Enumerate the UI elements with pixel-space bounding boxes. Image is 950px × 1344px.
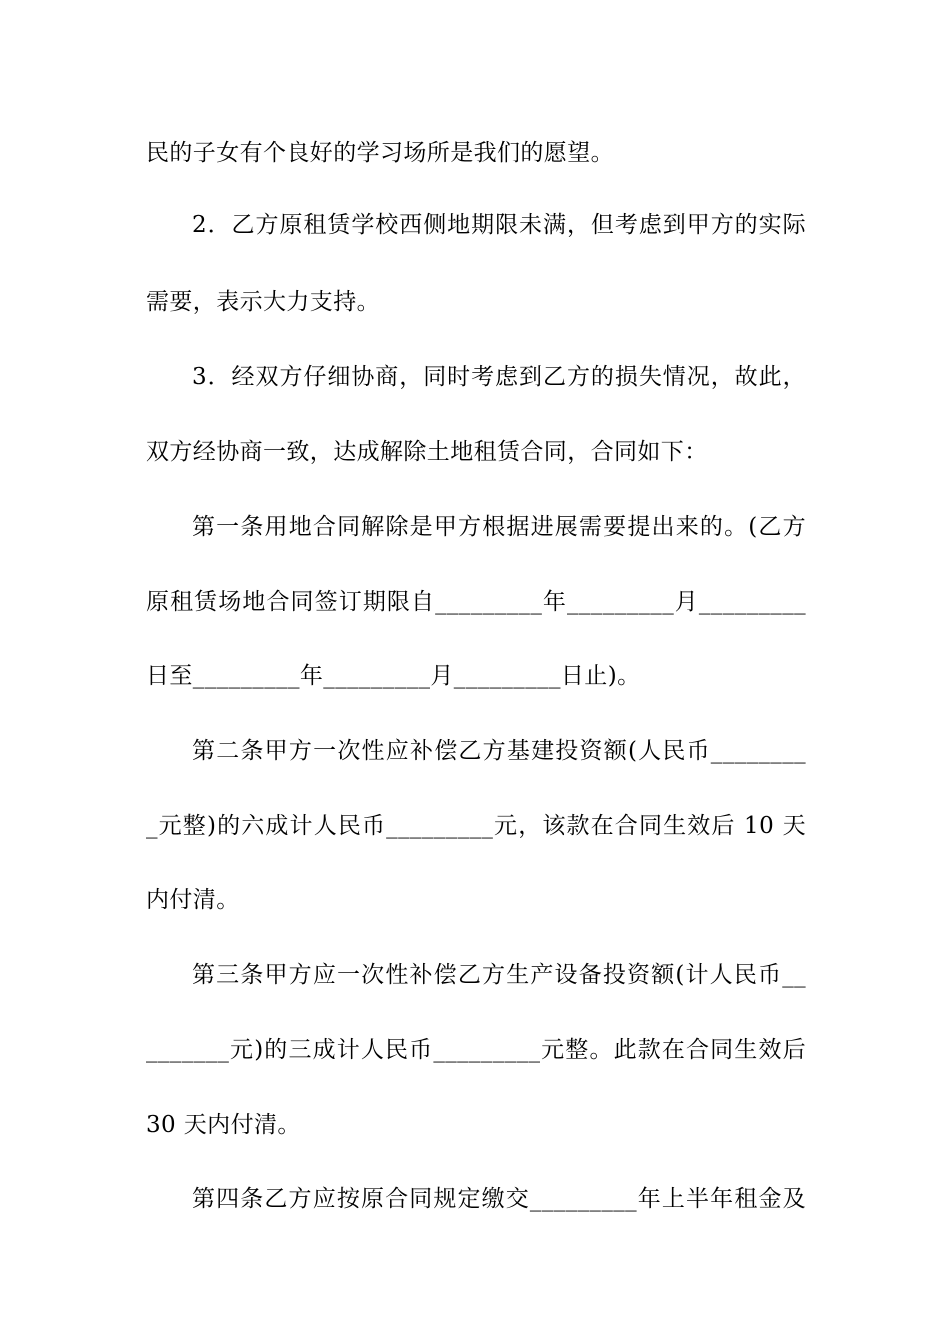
article-3-line-1: 第三条甲方应一次性补偿乙方生产设备投资额(计人民币__ [192,962,806,988]
article-3-line-3: 30 天内付清。 [146,1112,301,1138]
paragraph-3-line-1: 3．经双方仔细协商，同时考虑到乙方的损失情况，故此， [192,364,806,390]
article-1-line-3: 日至_________年_________月_________日止)。 [146,663,641,689]
paragraph-line-1: 民的子女有个良好的学习场所是我们的愿望。 [146,140,614,166]
article-2-line-2: _元整)的六成计人民币_________元，该款在合同生效后 10 天 [146,813,806,839]
article-1-line-2: 原租赁场地合同签订期限自_________年_________月_________ [146,589,806,615]
article-4-line-1: 第四条乙方应按原合同规定缴交_________年上半年租金及 [192,1186,806,1212]
article-2-line-3: 内付清。 [146,887,240,913]
article-3-line-2: _______元)的三成计人民币_________元整。此款在合同生效后 [146,1037,806,1063]
paragraph-2-line-1: 2．乙方原租赁学校西侧地期限未满，但考虑到甲方的实际 [192,212,806,238]
article-2-line-1: 第二条甲方一次性应补偿乙方基建投资额(人民币________ [192,738,806,764]
paragraph-3-line-2: 双方经协商一致，达成解除土地租赁合同，合同如下： [146,439,708,465]
article-1-line-1: 第一条用地合同解除是甲方根据进展需要提出来的。(乙方 [192,514,806,540]
paragraph-2-line-2: 需要，表示大力支持。 [146,289,380,315]
